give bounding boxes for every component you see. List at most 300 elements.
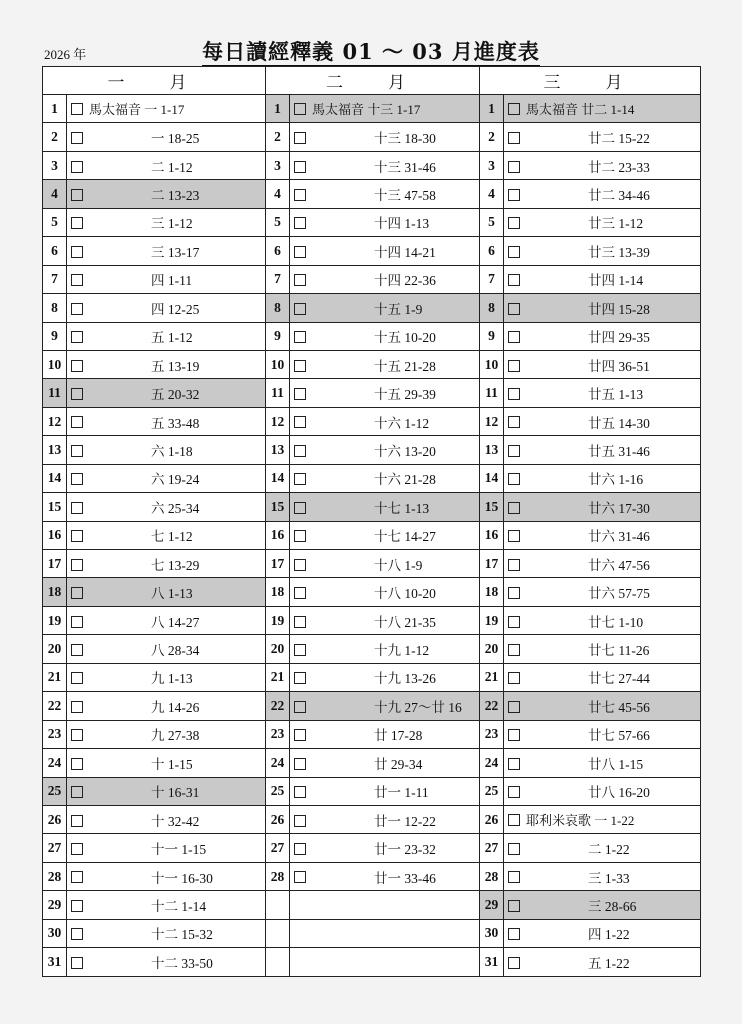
table-row (43, 919, 701, 947)
reading-cell-feb (290, 493, 480, 521)
reading-cell-feb (290, 720, 480, 748)
checkbox[interactable] (71, 274, 83, 286)
reading-cell-mar (504, 464, 701, 492)
day-number: 10 (266, 350, 290, 378)
reading-cell-mar (504, 436, 701, 464)
checkbox[interactable] (71, 103, 83, 115)
day-number: 1 (480, 95, 504, 123)
day-number: 31 (480, 948, 504, 976)
checkbox[interactable] (508, 644, 520, 656)
reading-cell-jan (67, 493, 266, 521)
reading-text: 五 1-22 (588, 955, 630, 971)
reading-cell-feb (290, 692, 480, 720)
reading-text: 十七 1-13 (374, 500, 430, 516)
reading-cell-feb (290, 606, 480, 634)
checkbox[interactable] (294, 502, 306, 514)
checkbox[interactable] (71, 815, 83, 827)
reading-text: 耶利米哀歌 一 1-22 (526, 813, 635, 829)
reading-text: 十九 13-26 (374, 671, 436, 687)
reading-cell-jan (67, 948, 266, 976)
checkbox[interactable] (71, 445, 83, 457)
checkbox[interactable] (294, 416, 306, 428)
reading-text: 十四 22-36 (374, 273, 436, 289)
table-row (43, 891, 701, 919)
reading-text: 廿二 15-22 (588, 131, 650, 147)
checkbox[interactable] (71, 388, 83, 400)
reading-cell-feb (290, 834, 480, 862)
checkbox[interactable] (294, 672, 306, 684)
month-header-feb: 二 月 (266, 67, 480, 95)
reading-text: 五 20-32 (151, 387, 200, 403)
day-number: 22 (266, 692, 290, 720)
reading-text: 八 1-13 (151, 586, 193, 602)
reading-cell-mar (504, 834, 701, 862)
checkbox[interactable] (294, 644, 306, 656)
day-number: 14 (266, 464, 290, 492)
reading-cell-mar (504, 578, 701, 606)
reading-cell-mar (504, 919, 701, 947)
reading-text: 十六 21-28 (374, 472, 436, 488)
reading-text: 馬太福音 十三 1-17 (312, 102, 421, 118)
checkbox[interactable] (71, 758, 83, 770)
reading-cell-mar (504, 123, 701, 151)
checkbox[interactable] (71, 786, 83, 798)
day-number: 9 (43, 322, 67, 350)
day-number: 23 (266, 720, 290, 748)
table-row (43, 521, 701, 549)
checkbox[interactable] (71, 559, 83, 571)
checkbox[interactable] (508, 388, 520, 400)
reading-cell-feb (290, 407, 480, 435)
day-number: 7 (266, 265, 290, 293)
reading-text: 十三 31-46 (374, 159, 436, 175)
reading-cell-jan (67, 294, 266, 322)
checkbox[interactable] (508, 132, 520, 144)
table-row (43, 151, 701, 179)
checkbox[interactable] (294, 189, 306, 201)
reading-text: 十五 10-20 (374, 330, 436, 346)
day-number: 23 (43, 720, 67, 748)
checkbox[interactable] (508, 331, 520, 343)
checkbox[interactable] (294, 758, 306, 770)
day-number: 10 (480, 350, 504, 378)
checkbox[interactable] (294, 217, 306, 229)
month-header-jan: 一 月 (43, 67, 266, 95)
checkbox[interactable] (71, 360, 83, 372)
month-header-row (43, 67, 701, 95)
checkbox[interactable] (71, 246, 83, 258)
empty-cell (290, 948, 480, 976)
reading-text: 十三 18-30 (374, 131, 436, 147)
day-number: 27 (266, 834, 290, 862)
reading-text: 十四 1-13 (374, 216, 430, 232)
checkbox[interactable] (508, 103, 520, 115)
checkbox[interactable] (294, 871, 306, 883)
reading-cell-jan (67, 464, 266, 492)
checkbox[interactable] (71, 587, 83, 599)
reading-text: 四 1-22 (588, 927, 630, 943)
day-number: 30 (480, 919, 504, 947)
checkbox[interactable] (71, 217, 83, 229)
checkbox[interactable] (508, 900, 520, 912)
reading-cell-mar (504, 350, 701, 378)
checkbox[interactable] (71, 928, 83, 940)
day-number: 6 (266, 237, 290, 265)
table-row (43, 606, 701, 634)
reading-cell-feb (290, 464, 480, 492)
month-header-mar: 三 月 (480, 67, 701, 95)
table-row (43, 749, 701, 777)
checkbox[interactable] (71, 530, 83, 542)
reading-cell-feb (290, 663, 480, 691)
reading-text: 十五 21-28 (374, 358, 436, 374)
day-number: 17 (266, 550, 290, 578)
day-number: 25 (266, 777, 290, 805)
day-number: 27 (43, 834, 67, 862)
reading-text: 廿 29-34 (374, 756, 423, 772)
checkbox[interactable] (71, 132, 83, 144)
reading-text: 五 1-12 (151, 330, 193, 346)
checkbox[interactable] (294, 530, 306, 542)
reading-cell-mar (504, 180, 701, 208)
day-number: 5 (43, 208, 67, 236)
checkbox[interactable] (508, 843, 520, 855)
checkbox[interactable] (294, 161, 306, 173)
table-row (43, 464, 701, 492)
empty-cell (290, 891, 480, 919)
reading-text: 六 19-24 (151, 472, 200, 488)
reading-cell-mar (504, 550, 701, 578)
table-row (43, 407, 701, 435)
checkbox[interactable] (294, 274, 306, 286)
checkbox[interactable] (71, 502, 83, 514)
checkbox[interactable] (294, 360, 306, 372)
reading-text: 廿三 13-39 (588, 244, 650, 260)
day-number: 15 (480, 493, 504, 521)
reading-text: 三 1-12 (151, 216, 193, 232)
checkbox[interactable] (71, 416, 83, 428)
reading-text: 二 1-12 (151, 159, 193, 175)
reading-cell-feb (290, 123, 480, 151)
table-row (43, 720, 701, 748)
reading-text: 廿二 23-33 (588, 159, 650, 175)
reading-text: 廿七 1-10 (588, 614, 644, 630)
reading-cell-feb (290, 237, 480, 265)
checkbox[interactable] (508, 274, 520, 286)
checkbox[interactable] (508, 559, 520, 571)
day-number: 20 (43, 635, 67, 663)
reading-text: 十 32-42 (151, 813, 200, 829)
reading-cell-feb (290, 521, 480, 549)
checkbox[interactable] (508, 246, 520, 258)
day-number: 30 (43, 919, 67, 947)
checkbox[interactable] (508, 814, 520, 826)
reading-text: 廿八 1-15 (588, 756, 644, 772)
reading-text: 十二 33-50 (151, 955, 213, 971)
day-number: 19 (266, 606, 290, 634)
checkbox[interactable] (508, 189, 520, 201)
checkbox[interactable] (294, 843, 306, 855)
day-number: 29 (43, 891, 67, 919)
reading-text: 廿六 31-46 (588, 529, 650, 545)
reading-text: 八 28-34 (151, 643, 200, 659)
checkbox[interactable] (294, 331, 306, 343)
checkbox[interactable] (508, 758, 520, 770)
reading-cell-jan (67, 862, 266, 890)
day-number: 22 (480, 692, 504, 720)
reading-text: 十七 14-27 (374, 529, 436, 545)
reading-cell-mar (504, 720, 701, 748)
checkbox[interactable] (294, 103, 306, 115)
reading-text: 廿三 1-12 (588, 216, 644, 232)
checkbox[interactable] (71, 473, 83, 485)
day-number: 16 (266, 521, 290, 549)
checkbox[interactable] (294, 587, 306, 599)
reading-text: 十八 10-20 (374, 586, 436, 602)
reading-cell-mar (504, 862, 701, 890)
day-number: 15 (43, 493, 67, 521)
checkbox[interactable] (508, 445, 520, 457)
reading-text: 六 1-18 (151, 443, 193, 459)
reading-text: 四 1-11 (151, 273, 193, 289)
table-row (43, 294, 701, 322)
checkbox[interactable] (71, 161, 83, 173)
reading-text: 廿八 16-20 (588, 785, 650, 801)
checkbox[interactable] (294, 473, 306, 485)
reading-cell-jan (67, 95, 266, 123)
reading-cell-mar (504, 151, 701, 179)
day-number: 14 (480, 464, 504, 492)
reading-cell-feb (290, 95, 480, 123)
reading-text: 十二 15-32 (151, 927, 213, 943)
reading-cell-jan (67, 151, 266, 179)
checkbox[interactable] (294, 303, 306, 315)
checkbox[interactable] (508, 217, 520, 229)
reading-text: 廿七 45-56 (588, 699, 650, 715)
reading-cell-mar (504, 379, 701, 407)
checkbox[interactable] (508, 928, 520, 940)
checkbox[interactable] (294, 388, 306, 400)
reading-text: 廿一 33-46 (374, 870, 436, 886)
reading-cell-jan (67, 208, 266, 236)
reading-text: 廿 17-28 (374, 728, 423, 744)
reading-cell-feb (290, 635, 480, 663)
checkbox[interactable] (294, 132, 306, 144)
day-number: 16 (43, 521, 67, 549)
checkbox[interactable] (71, 644, 83, 656)
table-row (43, 862, 701, 890)
checkbox[interactable] (294, 729, 306, 741)
day-number: 24 (480, 749, 504, 777)
reading-text: 四 12-25 (151, 301, 200, 317)
checkbox[interactable] (508, 786, 520, 798)
checkbox[interactable] (294, 786, 306, 798)
day-number: 27 (480, 834, 504, 862)
checkbox[interactable] (508, 729, 520, 741)
table-row (43, 578, 701, 606)
day-number: 18 (266, 578, 290, 606)
reading-cell-jan (67, 919, 266, 947)
checkbox[interactable] (71, 900, 83, 912)
reading-text: 廿六 57-75 (588, 586, 650, 602)
checkbox[interactable] (508, 303, 520, 315)
checkbox[interactable] (71, 189, 83, 201)
checkbox[interactable] (71, 871, 83, 883)
day-number: 19 (43, 606, 67, 634)
reading-cell-feb (290, 151, 480, 179)
reading-text: 三 13-17 (151, 244, 200, 260)
table-row (43, 663, 701, 691)
reading-cell-jan (67, 749, 266, 777)
checkbox[interactable] (508, 587, 520, 599)
reading-cell-jan (67, 521, 266, 549)
checkbox[interactable] (508, 416, 520, 428)
reading-text: 廿一 12-22 (374, 813, 436, 829)
day-number: 8 (266, 294, 290, 322)
reading-text: 十 1-15 (151, 756, 193, 772)
reading-text: 九 14-26 (151, 699, 200, 715)
reading-cell-mar (504, 407, 701, 435)
checkbox[interactable] (71, 303, 83, 315)
day-number: 1 (43, 95, 67, 123)
reading-cell-feb (290, 862, 480, 890)
checkbox[interactable] (508, 502, 520, 514)
checkbox[interactable] (508, 360, 520, 372)
table-row (43, 550, 701, 578)
day-number: 25 (480, 777, 504, 805)
table-row (43, 350, 701, 378)
checkbox[interactable] (71, 672, 83, 684)
day-number: 4 (480, 180, 504, 208)
day-number: 10 (43, 350, 67, 378)
table-row (43, 95, 701, 123)
checkbox[interactable] (508, 871, 520, 883)
day-number: 28 (266, 862, 290, 890)
day-number: 13 (480, 436, 504, 464)
checkbox[interactable] (71, 701, 83, 713)
reading-cell-mar (504, 294, 701, 322)
reading-cell-feb (290, 436, 480, 464)
checkbox[interactable] (508, 473, 520, 485)
checkbox[interactable] (508, 701, 520, 713)
reading-text: 十六 13-20 (374, 443, 436, 459)
day-number: 25 (43, 777, 67, 805)
reading-text: 九 1-13 (151, 671, 193, 687)
reading-text: 廿五 1-13 (588, 387, 644, 403)
table-row (43, 123, 701, 151)
day-number: 21 (480, 663, 504, 691)
reading-cell-feb (290, 805, 480, 833)
reading-cell-mar (504, 265, 701, 293)
checkbox[interactable] (508, 957, 520, 969)
day-number: 31 (43, 948, 67, 976)
table-row (43, 265, 701, 293)
reading-text: 十五 1-9 (374, 301, 423, 317)
checkbox[interactable] (508, 616, 520, 628)
checkbox[interactable] (71, 616, 83, 628)
reading-text: 十五 29-39 (374, 387, 436, 403)
checkbox[interactable] (508, 530, 520, 542)
day-number: 7 (43, 265, 67, 293)
day-number: 24 (266, 749, 290, 777)
day-number: 26 (43, 805, 67, 833)
day-number: 6 (480, 237, 504, 265)
table-row (43, 805, 701, 833)
day-number: 4 (266, 180, 290, 208)
reading-cell-feb (290, 265, 480, 293)
checkbox[interactable] (294, 616, 306, 628)
reading-text: 九 27-38 (151, 728, 200, 744)
reading-cell-mar (504, 805, 701, 833)
reading-cell-mar (504, 521, 701, 549)
reading-text: 三 28-66 (588, 898, 637, 914)
day-number: 3 (43, 151, 67, 179)
checkbox[interactable] (71, 729, 83, 741)
checkbox[interactable] (294, 246, 306, 258)
day-number: 3 (266, 151, 290, 179)
checkbox[interactable] (508, 161, 520, 173)
checkbox[interactable] (294, 445, 306, 457)
page-title-text: 每日讀經釋義 01 ～ 03 月進度表 (202, 39, 540, 67)
reading-cell-feb (290, 294, 480, 322)
reading-cell-mar (504, 891, 701, 919)
day-number: 9 (480, 322, 504, 350)
reading-text: 廿五 14-30 (588, 415, 650, 431)
reading-text: 十一 16-30 (151, 870, 213, 886)
checkbox[interactable] (294, 815, 306, 827)
day-number: 5 (266, 208, 290, 236)
day-number: 2 (480, 123, 504, 151)
day-number: 14 (43, 464, 67, 492)
reading-cell-jan (67, 123, 266, 151)
reading-cell-feb (290, 208, 480, 236)
day-number: 8 (43, 294, 67, 322)
reading-cell-feb (290, 578, 480, 606)
reading-text: 十 16-31 (151, 785, 200, 801)
reading-text: 十三 47-58 (374, 188, 436, 204)
day-number: 16 (480, 521, 504, 549)
reading-cell-jan (67, 692, 266, 720)
reading-text: 五 13-19 (151, 358, 200, 374)
checkbox[interactable] (71, 957, 83, 969)
checkbox[interactable] (508, 672, 520, 684)
checkbox[interactable] (71, 331, 83, 343)
table-row (43, 237, 701, 265)
day-number: 2 (266, 123, 290, 151)
day-number: 12 (266, 407, 290, 435)
day-number: 2 (43, 123, 67, 151)
day-number (266, 891, 290, 919)
reading-text: 十八 21-35 (374, 614, 436, 630)
reading-text: 十二 1-14 (151, 898, 207, 914)
year-label: 2026 年 (44, 47, 87, 62)
reading-cell-jan (67, 237, 266, 265)
day-number: 21 (43, 663, 67, 691)
reading-text: 廿七 11-26 (588, 643, 650, 659)
reading-cell-mar (504, 493, 701, 521)
day-number: 17 (480, 550, 504, 578)
checkbox[interactable] (71, 843, 83, 855)
empty-cell (290, 919, 480, 947)
day-number: 12 (43, 407, 67, 435)
checkbox[interactable] (294, 701, 306, 713)
reading-cell-feb (290, 550, 480, 578)
day-number: 1 (266, 95, 290, 123)
reading-cell-feb (290, 379, 480, 407)
checkbox[interactable] (294, 559, 306, 571)
reading-cell-jan (67, 350, 266, 378)
reading-text: 二 1-22 (588, 842, 630, 858)
